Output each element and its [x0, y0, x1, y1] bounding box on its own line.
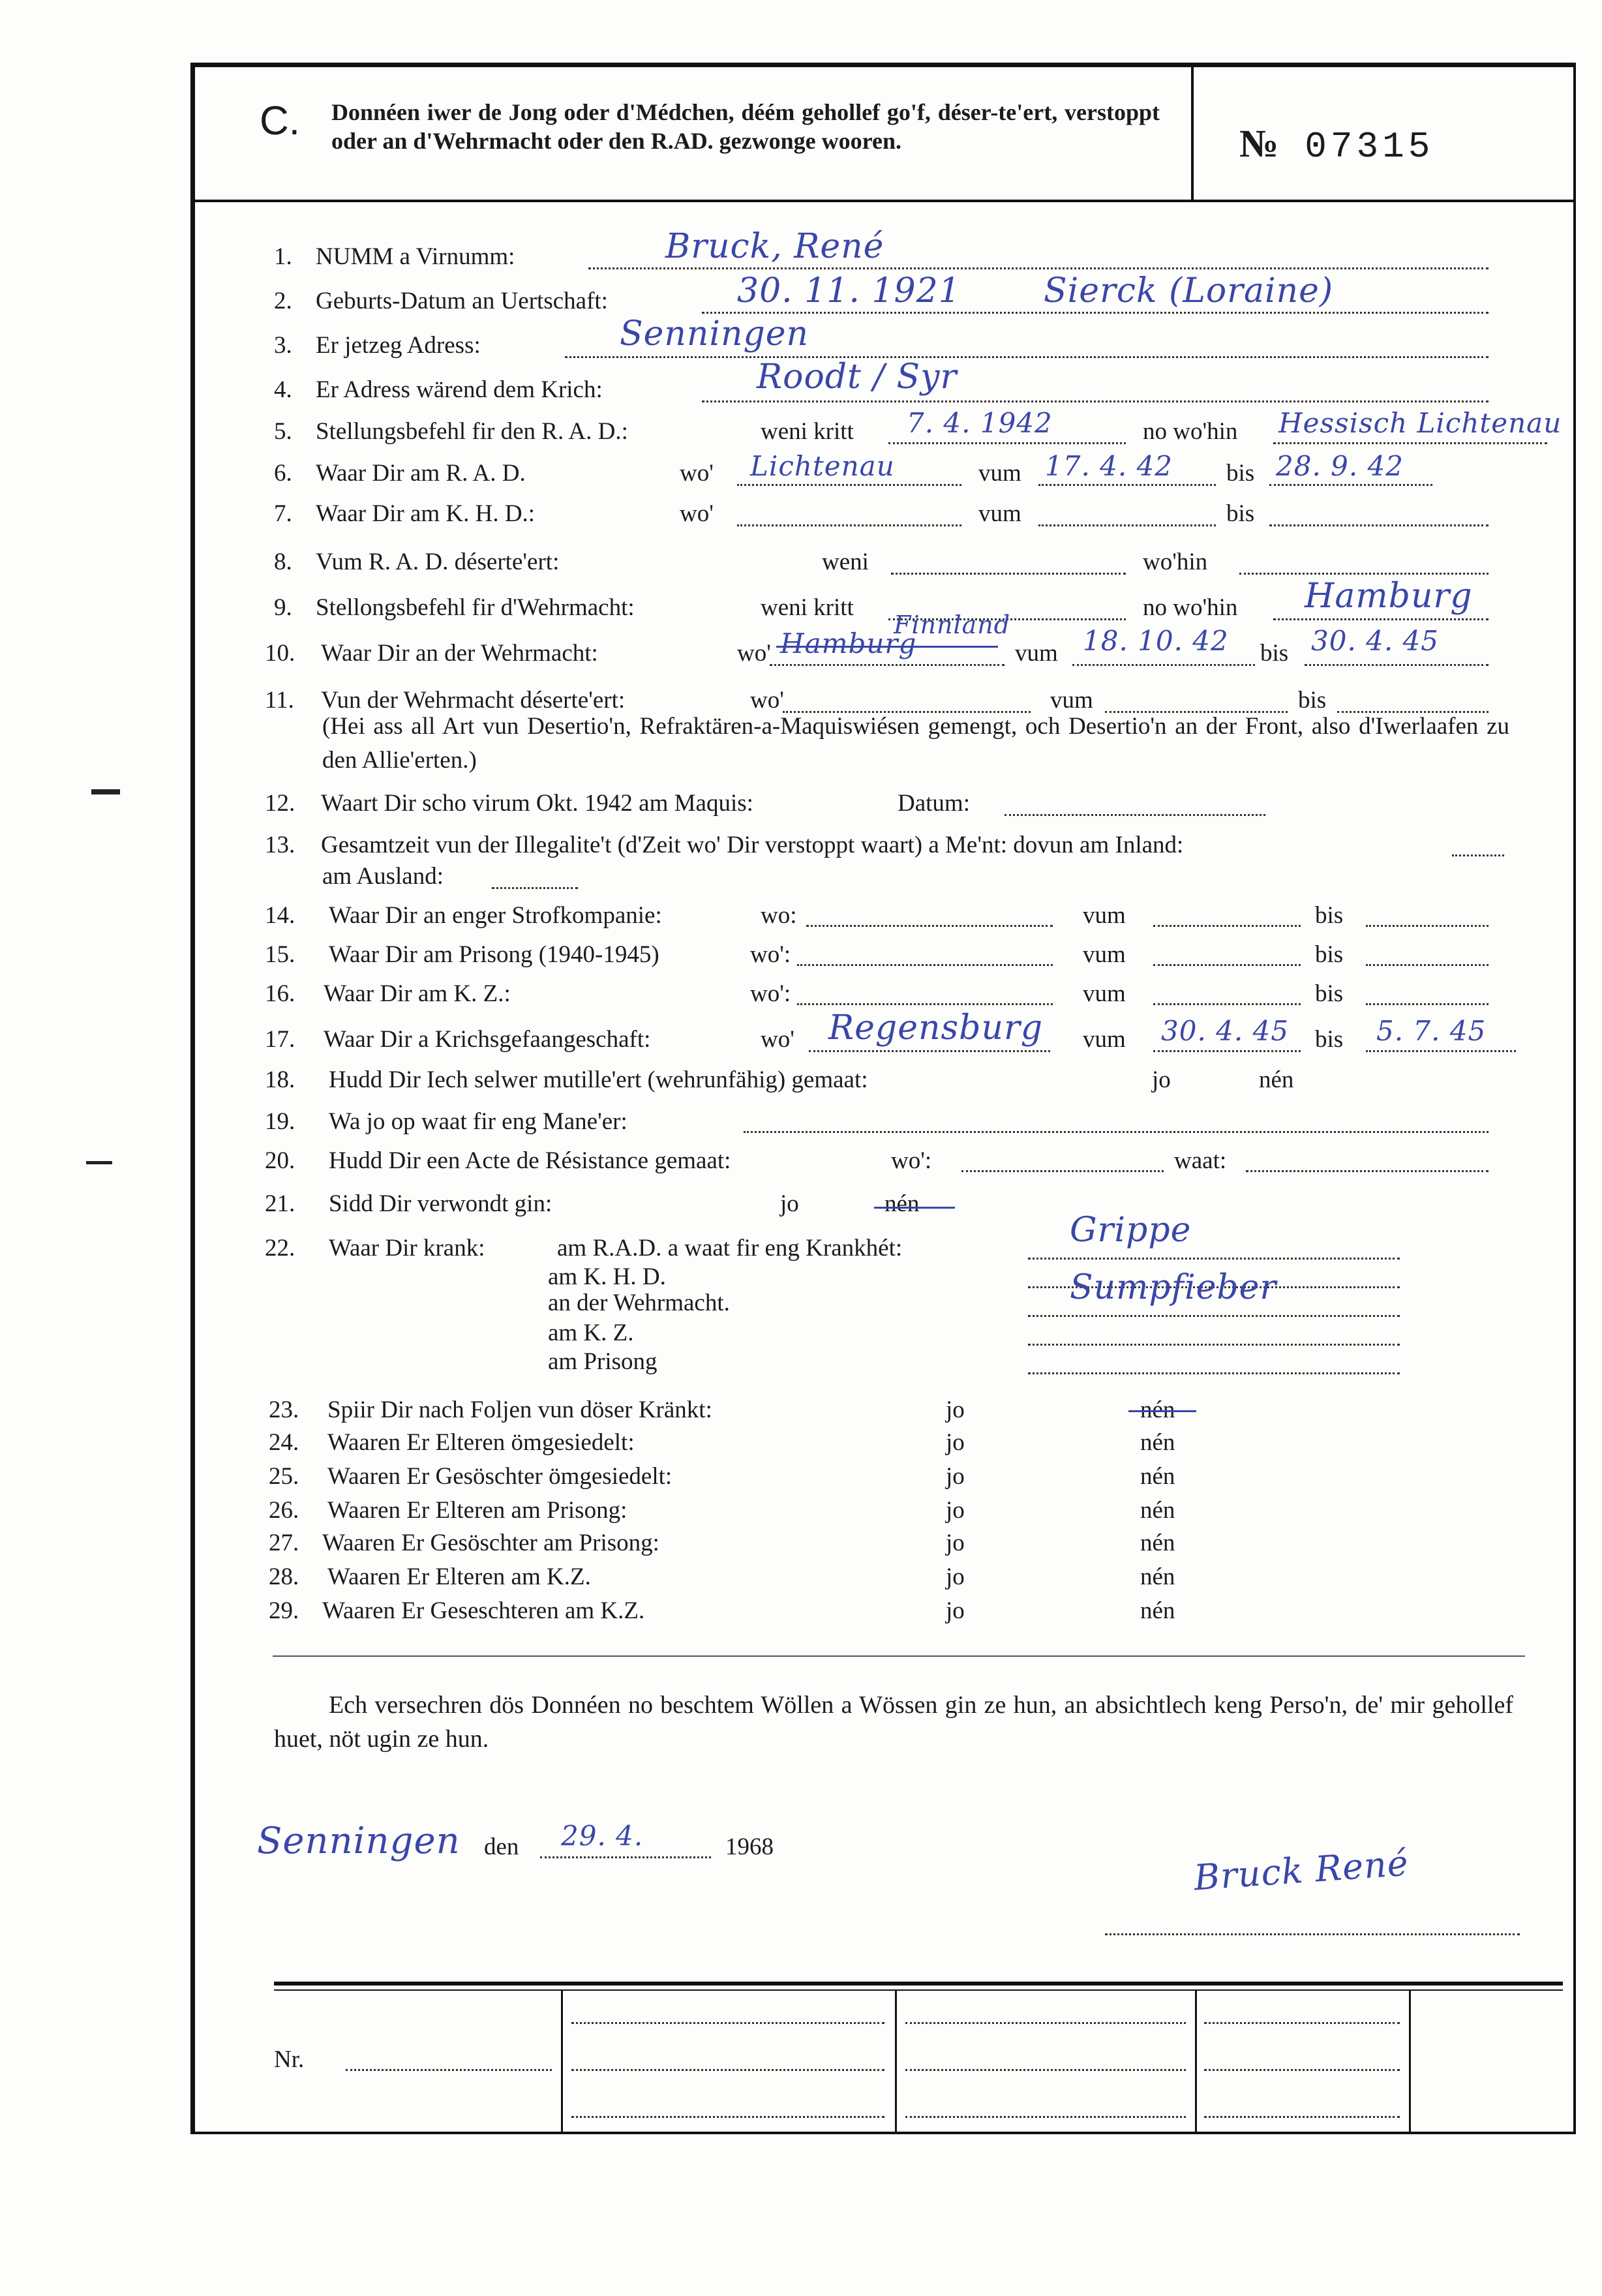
answer-line [1366, 1050, 1516, 1052]
option-yes[interactable]: jo [946, 1463, 965, 1490]
item-label: Stellongsbefehl fir d'Wehrmacht: [316, 594, 635, 621]
answer-pow-to[interactable]: 5. 7. 45 [1376, 1015, 1487, 1047]
label-bis: bis [1315, 1026, 1344, 1053]
signature-place[interactable]: Senningen [257, 1820, 461, 1862]
item-label: Stellungsbefehl fir den R. A. D.: [316, 418, 628, 445]
footer-column-divider [1409, 1991, 1411, 2134]
label-vum: vum [1083, 980, 1126, 1007]
label-weni: weni [822, 549, 869, 575]
answer-line [1366, 925, 1489, 927]
answer-line [1273, 442, 1547, 444]
item-number: 14. [265, 902, 295, 929]
item-number: 13. [265, 832, 295, 858]
answer-line [540, 1856, 711, 1858]
label-bis: bis [1315, 902, 1344, 929]
answer-wehrmacht-to[interactable]: 30. 4. 45 [1311, 625, 1440, 657]
label-wohin: wo'hin [1143, 549, 1208, 575]
item-number: 15. [265, 941, 295, 968]
answer-rad-place[interactable]: Lichtenau [750, 450, 895, 482]
answer-rad-order-place[interactable]: Hessisch Lichtenau [1278, 407, 1562, 439]
answer-wehrmacht-place-struck[interactable]: Hamburg [780, 627, 917, 659]
label-no-wohin: no wo'hin [1143, 594, 1238, 621]
item-number: 5. [274, 418, 292, 445]
option-no[interactable]: nén [884, 1190, 920, 1217]
answer-line [1072, 664, 1255, 666]
label-vum: vum [978, 500, 1021, 527]
answer-line [1028, 1372, 1400, 1374]
item-number: 9. [274, 594, 292, 621]
answer-line [1452, 854, 1504, 856]
item-label: Waar Dir am K. Z.: [324, 980, 511, 1007]
answer-birth-date[interactable]: 30. 11. 1921 [737, 271, 961, 310]
answer-illness-rad[interactable]: Grippe [1070, 1211, 1192, 1250]
sub-label-kz: am K. Z. [548, 1320, 634, 1346]
sub-label-wehrmacht: an der Wehrmacht. [548, 1290, 730, 1316]
item-label: Waaren Er Geseschteren am K.Z. [322, 1597, 645, 1624]
item-label: Hudd Dir Iech selwer mutille'ert (wehrunfähig) gemaat: [329, 1066, 868, 1093]
option-yes[interactable]: jo [946, 1429, 965, 1456]
label-wo: wo' [680, 500, 714, 527]
signature-date[interactable]: 29. 4. [561, 1820, 644, 1852]
answer-rad-from[interactable]: 17. 4. 42 [1045, 450, 1173, 482]
answer-line [1246, 1170, 1489, 1172]
item-label: Waar Dir a Krichsgefaangeschaft: [324, 1026, 651, 1053]
answer-line [1028, 1315, 1400, 1317]
item-label: Waar Dir am K. H. D.: [316, 500, 536, 527]
signature-year: 1968 [725, 1834, 774, 1860]
answer-name[interactable]: Bruck, René [665, 227, 884, 266]
answer-line [702, 312, 1489, 314]
answer-line [1269, 484, 1432, 486]
answer-line [737, 484, 961, 486]
answer-line [1273, 618, 1489, 620]
number-symbol: № [1239, 122, 1279, 165]
answer-pow-from[interactable]: 30. 4. 45 [1161, 1015, 1290, 1047]
option-yes[interactable]: jo [946, 1530, 965, 1556]
item-number: 26. [269, 1497, 299, 1524]
label-weni-kritt: weni kritt [761, 418, 854, 445]
item-label: Spiir Dir nach Foljen vun döser Kränkt: [327, 1397, 712, 1423]
answer-line [1239, 573, 1489, 575]
item-label: Waar Dir krank: [329, 1235, 485, 1261]
item-label: Waar Dir an der Wehrmacht: [321, 640, 598, 667]
item-label: Geburts-Datum an Uertschaft: [316, 288, 608, 314]
answer-wehrmacht-order-place[interactable]: Hamburg [1305, 577, 1473, 616]
item-number: 24. [269, 1429, 299, 1456]
section-title: Donnéen iwer de Jong oder d'Médchen, déém gehollef go'f, déser-te'ert, verstoppt oder an d'Wehrmacht oder den R.AD. gezwonge wooren. [331, 99, 1160, 154]
answer-line [702, 400, 1489, 402]
item-number: 19. [265, 1108, 295, 1135]
label-vum: vum [978, 460, 1021, 487]
item-number: 23. [269, 1397, 299, 1423]
item-number: 27. [269, 1530, 299, 1556]
item-label: Waart Dir scho virum Okt. 1942 am Maquis: [321, 790, 753, 817]
answer-line [346, 2069, 552, 2071]
declaration-text: Ech versechren dös Donnéen no beschtem Wöllen a Wössen gin ze hun, an absichtlech keng Perso'n, de' mir gehollef huet, nöt ugin ze hun. [274, 1691, 1513, 1753]
label-no-wohin: no wo'hin [1143, 418, 1238, 445]
label-bis: bis [1226, 460, 1255, 487]
label-bis: bis [1260, 640, 1289, 667]
item-label: Gesamtzeit vun der Illegalite't (d'Zeit wo' Dir verstoppt waart) a Me'nt: dovun am Inland: [321, 832, 1184, 858]
item-label: Waaren Er Elteren am Prisong: [327, 1497, 627, 1524]
answer-line [770, 664, 1005, 666]
item-number: 3. [274, 332, 292, 359]
option-yes[interactable]: jo [946, 1397, 965, 1423]
label-wo: wo': [891, 1147, 932, 1174]
answer-line [565, 356, 1489, 358]
answer-line [1028, 1344, 1400, 1346]
answer-pow-place[interactable]: Regensburg [828, 1008, 1044, 1048]
scan-mark [91, 789, 120, 794]
option-no[interactable]: nén [1140, 1597, 1175, 1624]
header-divider [190, 200, 1576, 202]
label-vum: vum [1083, 941, 1126, 968]
option-no[interactable]: nén [1140, 1530, 1175, 1556]
item-label: Er jetzeg Adress: [316, 332, 481, 359]
answer-line [1269, 524, 1489, 526]
answer-current-address[interactable]: Senningen [620, 314, 809, 354]
option-yes[interactable]: jo [946, 1497, 965, 1524]
answer-line [797, 964, 1053, 966]
form-number [1239, 121, 1434, 168]
item-label: Waaren Er Gesöschter am Prisong: [322, 1530, 659, 1556]
answer-line [905, 2116, 1186, 2118]
label-vum: vum [1083, 902, 1126, 929]
item-number: 7. [274, 500, 292, 527]
item-label: Wa jo op waat fir eng Mane'er: [329, 1108, 627, 1135]
option-no[interactable]: nén [1140, 1463, 1175, 1490]
answer-line [809, 1050, 1050, 1052]
footer-nr-label: Nr. [274, 2046, 305, 2073]
answer-line [806, 925, 1053, 927]
strike-through [1128, 1410, 1196, 1412]
item-number: 22. [265, 1235, 295, 1261]
item-label: Er Adress wärend dem Krich: [316, 376, 603, 403]
answer-line [571, 2069, 884, 2071]
answer-line [1028, 1258, 1400, 1260]
label-den: den [484, 1834, 519, 1860]
answer-line [961, 1170, 1164, 1172]
label-wo: wo' [680, 460, 714, 487]
option-yes[interactable]: jo [946, 1597, 965, 1624]
item-label: Waar Dir am Prisong (1940-1945) [329, 941, 659, 968]
answer-line [1153, 1050, 1301, 1052]
answer-line [1366, 964, 1489, 966]
item-number: 21. [265, 1190, 295, 1217]
answer-line [737, 524, 961, 526]
answer-line [1153, 1003, 1301, 1005]
answer-line [571, 2022, 884, 2024]
item-label: Vun der Wehrmacht déserte'ert: [321, 687, 626, 714]
item-number: 16. [265, 980, 295, 1007]
item-number: 11. [265, 687, 294, 714]
item-number: 4. [274, 376, 292, 403]
label-wo: wo': [750, 941, 791, 968]
item-label: Vum R. A. D. déserte'ert: [316, 549, 560, 575]
section-letter: C. [260, 98, 300, 144]
option-no[interactable]: nén [1140, 1563, 1175, 1590]
item-number: 20. [265, 1147, 295, 1174]
item-label: Waar Dir am R. A. D. [316, 460, 526, 487]
strike-through [776, 646, 998, 648]
answer-line [905, 2069, 1186, 2071]
answer-line [1305, 664, 1489, 666]
signature-line [1105, 1933, 1520, 1935]
answer-line [1005, 814, 1265, 816]
answer-line [571, 2116, 884, 2118]
footer-column-divider [895, 1991, 897, 2134]
label-weni-kritt: weni kritt [761, 594, 854, 621]
option-yes[interactable]: jo [1152, 1066, 1171, 1093]
item-number: 17. [265, 1026, 295, 1053]
answer-illness-wehrmacht[interactable]: Sumpfieber [1070, 1268, 1277, 1307]
label-bis: bis [1298, 687, 1327, 714]
item-number: 8. [274, 549, 292, 575]
item-11-note: (Hei ass all Art vun Desertio'n, Refraktären-a-Maquiswiésen gemengt, och Desertio'n an der Front, also d'Iwerlaafen zu den Allie'erten.) [322, 713, 1509, 774]
answer-rad-to[interactable]: 28. 9. 42 [1276, 450, 1404, 482]
label-wo: wo' [737, 640, 771, 667]
item-number: 12. [265, 790, 295, 817]
option-no[interactable]: nén [1140, 1497, 1175, 1524]
sub-label-rad: am R.A.D. a waat fir eng Krankhét: [557, 1235, 903, 1261]
answer-war-address[interactable]: Roodt / Syr [757, 357, 958, 397]
footer-rule [274, 1982, 1563, 1986]
item-label: Waar Dir an enger Strofkompanie: [329, 902, 662, 929]
item-label: Hudd Dir een Acte de Résistance gemaat: [329, 1147, 731, 1174]
item-number: 6. [274, 460, 292, 487]
answer-line [1204, 2116, 1400, 2118]
strike-through [874, 1207, 955, 1209]
scan-mark [86, 1161, 112, 1164]
item-label: Waaren Er Gesöschter ömgesiedelt: [327, 1463, 673, 1490]
option-no[interactable]: nén [1140, 1397, 1175, 1423]
answer-line [1204, 2022, 1400, 2024]
header-vertical-divider [1191, 63, 1194, 201]
label-wo: wo': [750, 980, 791, 1007]
answer-wehrmacht-place[interactable]: Finnland [894, 611, 1011, 639]
label-wo: wo' [750, 687, 784, 714]
label-wo: wo' [761, 1026, 794, 1053]
label-vum: vum [1015, 640, 1058, 667]
label-datum: Datum: [898, 790, 970, 817]
label-bis: bis [1315, 980, 1344, 1007]
answer-line [1366, 1003, 1489, 1005]
item-number: 1. [274, 243, 292, 270]
option-yes[interactable]: jo [780, 1190, 799, 1217]
item-number: 28. [269, 1563, 299, 1590]
item-number: 18. [265, 1066, 295, 1093]
item-number: 29. [269, 1597, 299, 1624]
option-no[interactable]: nén [1259, 1066, 1294, 1093]
item-label: Waaren Er Elteren am K.Z. [327, 1563, 591, 1590]
item-label: Waaren Er Elteren ömgesiedelt: [327, 1429, 635, 1456]
label-wo: wo: [761, 902, 797, 929]
answer-line [797, 1003, 1053, 1005]
answer-line [1204, 2069, 1400, 2071]
footer-column-divider [561, 1991, 563, 2134]
answer-line [1153, 925, 1301, 927]
answer-line [891, 573, 1126, 575]
signature-handwritten[interactable]: Bruck René [1192, 1842, 1410, 1899]
footer-column-divider [1195, 1991, 1197, 2134]
footer-rule [274, 1989, 1563, 1991]
answer-rad-order-date[interactable]: 7. 4. 1942 [907, 407, 1053, 439]
label-vum: vum [1050, 687, 1093, 714]
label-bis: bis [1315, 941, 1344, 968]
section-divider [273, 1655, 1525, 1657]
answer-line [588, 267, 1489, 269]
number-value: 07315 [1305, 126, 1434, 168]
item-label: NUMM a Virnumm: [316, 243, 515, 270]
answer-line [888, 442, 1126, 444]
item-label: Sidd Dir verwondt gin: [329, 1190, 552, 1217]
item-label-ausland: am Ausland: [322, 863, 444, 890]
answer-line [1153, 964, 1301, 966]
answer-line [905, 2022, 1186, 2024]
answer-line [1038, 484, 1216, 486]
sub-label-khd: am K. H. D. [548, 1263, 666, 1290]
item-number: 25. [269, 1463, 299, 1490]
sub-label-prisong: am Prisong [548, 1348, 657, 1375]
answer-line [744, 1131, 1489, 1133]
option-no[interactable]: nén [1140, 1429, 1175, 1456]
label-bis: bis [1226, 500, 1255, 527]
answer-line [492, 887, 578, 889]
answer-birth-place[interactable]: Sierck (Loraine) [1044, 271, 1334, 310]
item-number: 2. [274, 288, 292, 314]
item-number: 10. [265, 640, 295, 667]
answer-line [1038, 524, 1216, 526]
answer-wehrmacht-from[interactable]: 18. 10. 42 [1083, 625, 1229, 657]
label-waat: waat: [1174, 1147, 1227, 1174]
label-vum: vum [1083, 1026, 1126, 1053]
option-yes[interactable]: jo [946, 1563, 965, 1590]
